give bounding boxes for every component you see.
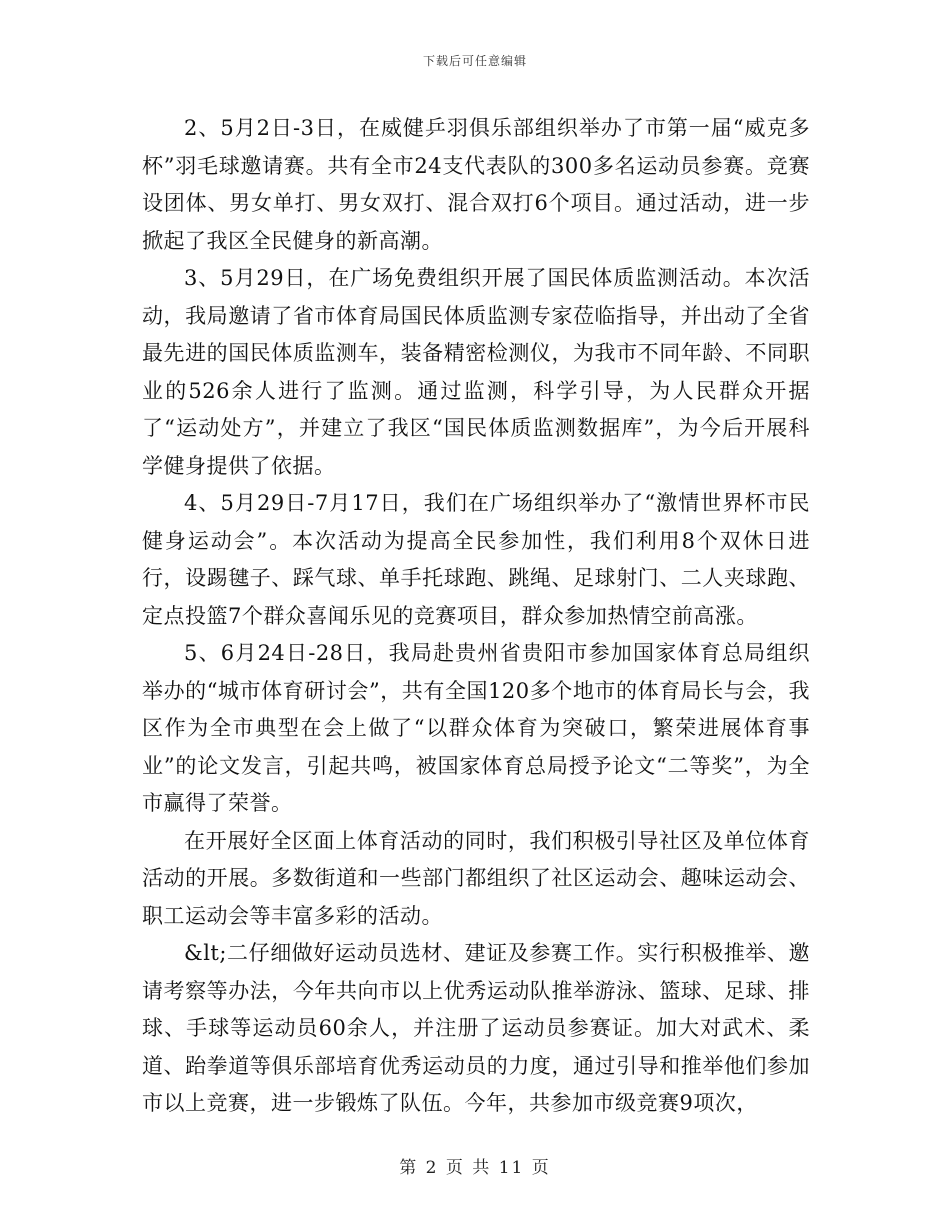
paragraph-item-3: 3、5月29日，在广场免费组织开展了国民体质监测活动。本次活动，我局邀请了省市体育局国民体质监测专家莅临指导，并出动了全省最先进的国民体质监测车，装备精密检测仪，为我市不同年龄、不同职业的526余人进行了监测。通过监测，科学引导，为人民群众开据了“运动处方”，并建立了我区“国民体质监测数据库”，为今后开展科学健身提供了依据。 <box>142 266 810 478</box>
header-note: 下载后可任意编辑 <box>422 54 527 68</box>
paragraph-community-activities: 在开展好全区面上体育活动的同时，我们积极引导社区及单位体育活动的开展。多数街道和一些部门都组织了社区运动会、趣味运动会、职工运动会等丰富多彩的活动。 <box>142 828 810 928</box>
paragraph-item-5: 5、6月24日-28日，我局赴贵州省贵阳市参加国家体育总局组织举办的“城市体育研讨会”，共有全国120多个地市的体育局长与会，我区作为全市典型在会上做了“以群众体育为突破口，繁荣进展体育事业”的论文发言，引起共鸣，被国家体育总局授予论文“二等奖”，为全市赢得了荣誉。 <box>142 641 810 815</box>
page-number-footer: 第 2 页 共 11 页 <box>399 1158 551 1178</box>
paragraph-item-4: 4、5月29日-7月17日，我们在广场组织举办了“激情世界杯市民健身运动会”。本次活动为提高全民参加性，我们利用8个双休日进行，设踢毽子、踩气球、单手托球跑、跳绳、足球射门、二人夹球跑、定点投篮7个群众喜闻乐见的竞赛项目，群众参加热情空前高涨。 <box>142 491 810 628</box>
document-body <box>142 110 810 1123</box>
paragraph-athlete-selection: &lt;二仔细做好运动员选材、建证及参赛工作。实行积极推举、邀请考察等办法，今年共向市以上优秀运动队推举游泳、篮球、足球、排球、手球等运动员60余人，并注册了运动员参赛证。加大对武术、柔道、跆拳道等俱乐部培育优秀运动员的力度，通过引导和推举他们参加市以上竞赛，进一步锻炼了队伍。今年，共参加市级竞赛9项次， <box>142 941 810 1115</box>
paragraph-item-2: 2、5月2日-3日，在威健乒羽俱乐部组织举办了市第一届“威克多杯”羽毛球邀请赛。共有全市24支代表队的300多名运动员参赛。竞赛设团体、男女单打、男女双打、混合双打6个项目。通过活动，进一步掀起了我区全民健身的新高潮。 <box>142 116 810 253</box>
